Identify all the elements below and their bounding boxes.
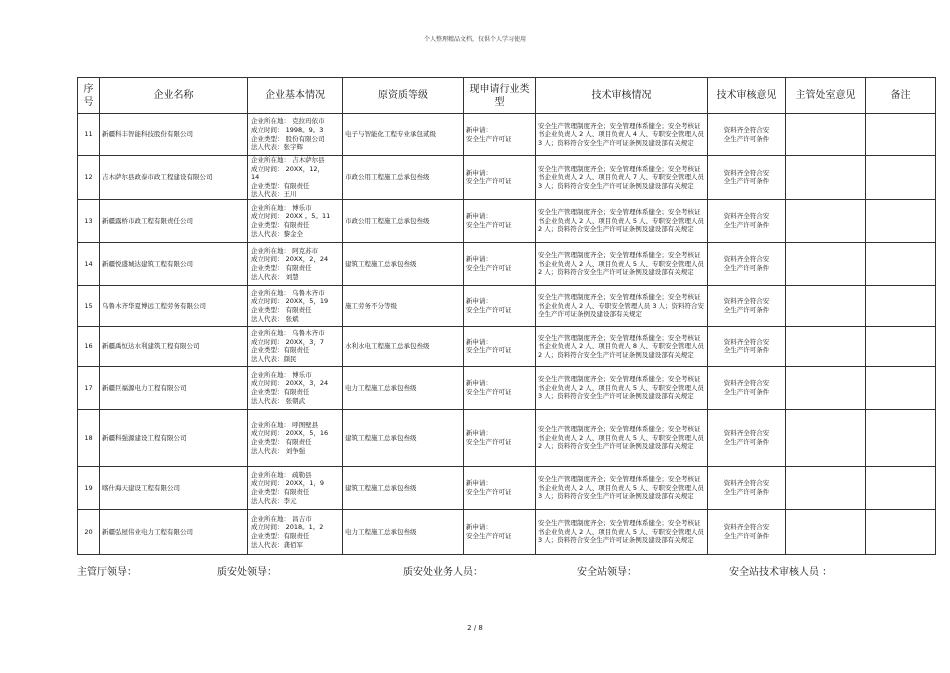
cell-tech-opinion: [708, 285, 786, 326]
cell-apply-type-line: 安全生产许可证: [466, 346, 512, 355]
signature-dept-leader: 主管厅领导：: [77, 567, 137, 578]
cell-basic-info-line: 法人代表：李元: [251, 496, 297, 505]
cell-basic-info-line: 企业类型： 有限责任: [251, 263, 312, 272]
cell-company-name: 新疆悦盛城达建筑工程有限公司: [100, 242, 248, 285]
cell-apply-type-line: 安全生产许可证: [466, 305, 512, 314]
cell-company-name: 新疆科强源建设工程有限公司: [100, 409, 248, 466]
cell-basic-info: [248, 509, 343, 554]
header-dept-opinion: 主管处室意见: [786, 78, 866, 114]
cell-original-qualification: 电力工程施工总承包叁级: [343, 509, 464, 554]
cell-tech-review: 安全生产管理制度齐全；安全管理体系健全；安全考核证书企业负责人 2 人、项目负责人 5 人、专职安全管理人员 2 人；资料符合安全生产许可证条例及建设部有关规定: [536, 199, 708, 242]
cell-basic-info-line: 成立时间： 20XX 。5。11: [251, 212, 331, 221]
cell-tech-opinion-line: 全生产许可条件: [723, 487, 770, 496]
cell-tech-review: 安全生产管理制度齐全；安全管理体系健全；安全考核证书企业负责人 2 人、项目负责人 4 人、专职安全管理人员 3 人；资料符合安全生产许可证条例及建设部有关规定: [536, 114, 708, 156]
header-company-name: 企业名称: [100, 78, 248, 114]
cell-basic-info-line: 成立时间： 20XX，3，7: [251, 337, 325, 346]
cell-tech-opinion-line: 全生产许可条件: [723, 387, 770, 396]
cell-apply-type-line: 新申请：: [466, 212, 492, 221]
cell-basic-info-line: 企业类型：有限责任: [251, 181, 310, 190]
cell-basic-info-line: 企业类型：有限责任: [251, 387, 310, 396]
cell-apply-type-line: 新申请：: [466, 337, 492, 346]
cell-basic-info-line: 成立时间： 20XX，5，16: [251, 429, 329, 438]
cell-apply-type: [464, 156, 536, 200]
cell-basic-info: [248, 242, 343, 285]
cell-basic-info-line: 14: [251, 173, 260, 182]
cell-company-name: 乌鲁木齐华夏博远工程劳务有限公司: [100, 285, 248, 326]
cell-original-qualification: 建筑工程施工总承包叁级: [343, 466, 464, 509]
cell-company-name: 新疆禹恒达水利建筑工程有限公司: [100, 326, 248, 366]
cell-seq: 20: [78, 509, 100, 554]
cell-tech-opinion-line: 全生产许可条件: [723, 346, 770, 355]
cell-basic-info-line: 企业所在地： 克拉玛依市: [251, 117, 325, 126]
cell-basic-info-line: 成立时间： 20XX，2，24: [251, 255, 329, 264]
cell-original-qualification: 建筑工程施工总承包叁级: [343, 242, 464, 285]
cell-tech-opinion-line: 资料齐全符合安: [723, 479, 770, 488]
cell-seq: 19: [78, 466, 100, 509]
cell-apply-type-line: 安全生产许可证: [466, 437, 512, 446]
cell-basic-info-line: 企业所在地： 博乐市: [251, 203, 312, 212]
cell-dept-opinion: [786, 285, 866, 326]
cell-basic-info: [248, 285, 343, 326]
cell-tech-opinion: [708, 199, 786, 242]
cell-tech-review: 安全生产管理制度齐全；安全管理体系健全；安全考核证书企业负责人 2 人、项目负责人 5 人、专职安全管理人员 3 人；资料符合安全生产许可证条例及建设部有关规定: [536, 366, 708, 409]
cell-original-qualification: 施工劳务不分等级: [343, 285, 464, 326]
cell-tech-opinion: [708, 409, 786, 466]
table-row: [78, 199, 936, 242]
cell-company-name: 新疆科丰智能科技股份有限公司: [100, 114, 248, 156]
cell-basic-info-line: 法人代表：张宇辉: [251, 143, 303, 152]
cell-basic-info-line: 企业所在地： 疏勒县: [251, 470, 312, 479]
signature-safety-staff: 质安处业务人员：: [403, 567, 483, 578]
cell-tech-opinion-line: 资料齐全符合安: [723, 125, 770, 134]
cell-basic-info: [248, 409, 343, 466]
cell-company-name: 新疆巨福源电力工程有限公司: [100, 366, 248, 409]
cell-remark: [866, 199, 936, 242]
cell-remark: [866, 326, 936, 366]
cell-apply-type: [464, 466, 536, 509]
cell-remark: [866, 156, 936, 200]
cell-basic-info: [248, 156, 343, 200]
cell-apply-type-line: 安全生产许可证: [466, 487, 512, 496]
cell-apply-type-line: 新申请：: [466, 255, 492, 264]
cell-tech-opinion-line: 资料齐全符合安: [723, 379, 770, 388]
cell-dept-opinion: [786, 466, 866, 509]
cell-apply-type: [464, 509, 536, 554]
cell-tech-opinion-line: 全生产许可条件: [723, 263, 770, 272]
cell-basic-info: [248, 199, 343, 242]
cell-apply-type-line: 安全生产许可证: [466, 177, 512, 186]
header-tech-review: 技术审核情况: [536, 78, 708, 114]
cell-apply-type-line: 安全生产许可证: [466, 387, 512, 396]
cell-basic-info-line: 企业类型： 有限责任: [251, 305, 312, 314]
cell-remark: [866, 285, 936, 326]
cell-seq: 17: [78, 366, 100, 409]
cell-basic-info-line: 企业所在地： 阿克苏市: [251, 246, 319, 255]
cell-remark: [866, 509, 936, 554]
cell-dept-opinion: [786, 199, 866, 242]
table-row: [78, 326, 936, 366]
header-remark: 备注: [866, 78, 936, 114]
cell-tech-opinion: [708, 509, 786, 554]
cell-basic-info-line: 法人代表：颜民: [251, 355, 297, 364]
header-basic-info: 企业基本情况: [248, 78, 343, 114]
cell-original-qualification: 水利水电工程施工总承包叁级: [343, 326, 464, 366]
cell-apply-type: [464, 409, 536, 466]
cell-apply-type-line: 新申请：: [466, 523, 492, 532]
signature-safety-leader: 质安处领导：: [217, 567, 277, 578]
cell-tech-opinion-line: 全生产许可条件: [723, 531, 770, 540]
cell-basic-info-line: 成立时间： 1998。9。3: [251, 125, 324, 134]
cell-seq: 12: [78, 156, 100, 200]
cell-basic-info-line: 企业类型： 股份有限公司: [251, 134, 325, 143]
cell-apply-type-line: 新申请：: [466, 168, 492, 177]
table-row: [78, 366, 936, 409]
cell-basic-info-line: 企业类型：有限责任: [251, 220, 310, 229]
header-original-qualification: 原资质等级: [343, 78, 464, 114]
cell-apply-type-line: 新申请：: [466, 479, 492, 488]
cell-apply-type: [464, 366, 536, 409]
cell-remark: [866, 366, 936, 409]
cell-tech-opinion-line: 全生产许可条件: [723, 437, 770, 446]
cell-basic-info-line: 企业所在地： 昌吉市: [251, 514, 312, 523]
cell-basic-info-line: 企业类型：有限责任: [251, 487, 310, 496]
cell-basic-info-line: 企业类型：有限责任: [251, 531, 310, 540]
cell-tech-opinion-line: 资料齐全符合安: [723, 337, 770, 346]
table-row: [78, 285, 936, 326]
cell-apply-type: [464, 199, 536, 242]
cell-basic-info-line: 企业所在地： 乌鲁木齐市: [251, 329, 325, 338]
cell-basic-info-line: 企业所在地： 吉木萨尔县: [251, 156, 325, 164]
cell-apply-type-line: 新申请：: [466, 125, 492, 134]
cell-remark: [866, 466, 936, 509]
table-row: [78, 156, 936, 200]
cell-tech-opinion: [708, 114, 786, 156]
cell-dept-opinion: [786, 242, 866, 285]
cell-basic-info-line: 法人代表：王川: [251, 190, 297, 199]
table-header-row: [78, 78, 936, 114]
signature-station-leader: 安全站领导：: [577, 567, 637, 578]
cell-seq: 16: [78, 326, 100, 366]
header-seq: 序号: [78, 78, 100, 114]
cell-seq: 11: [78, 114, 100, 156]
approval-table: [77, 77, 936, 555]
page-number: 2 / 8: [467, 624, 483, 632]
cell-basic-info-line: 成立时间： 20XX，1，9: [251, 479, 325, 488]
cell-apply-type-line: 安全生产许可证: [466, 134, 512, 143]
cell-dept-opinion: [786, 509, 866, 554]
cell-tech-review: 安全生产管理制度齐全；安全管理体系健全；安全考核证书企业负责人 2 人、项目负责人 5 人、专职安全管理人员 3 人；资料符合安全生产许可证条例及建设部有关规定: [536, 509, 708, 554]
cell-basic-info: [248, 114, 343, 156]
cell-tech-opinion-line: 全生产许可条件: [723, 220, 770, 229]
cell-basic-info-line: 企业所在地： 博乐市: [251, 370, 312, 379]
cell-seq: 18: [78, 409, 100, 466]
cell-tech-review: 安全生产管理制度齐全；安全管理体系健全；安全考核证书企业负责人 2 人、专职安全管理人员 3 人；资料符合安全生产许可证条例及建设部有关规定: [536, 285, 708, 326]
cell-basic-info-line: 法人代表： 张斌: [251, 314, 299, 323]
cell-remark: [866, 114, 936, 156]
cell-tech-opinion-line: 资料齐全符合安: [723, 429, 770, 438]
cell-original-qualification: 建筑工程施工总承包叁级: [343, 409, 464, 466]
cell-tech-opinion-line: 资料齐全符合安: [723, 168, 770, 177]
cell-original-qualification: 电子与智能化工程专业承包贰级: [343, 114, 464, 156]
cell-basic-info-line: 成立时间： 20XX，12，: [251, 164, 325, 173]
cell-tech-opinion-line: 资料齐全符合安: [723, 523, 770, 532]
cell-basic-info-line: 企业所在地： 呼图壁县: [251, 420, 319, 429]
cell-basic-info-line: 法人代表：黎金全: [251, 229, 303, 238]
cell-seq: 14: [78, 242, 100, 285]
cell-apply-type-line: 新申请：: [466, 429, 492, 438]
header-apply-type: 现申请行业类型: [464, 78, 536, 114]
cell-tech-opinion-line: 资料齐全符合安: [723, 297, 770, 306]
cell-apply-type-line: 新申请：: [466, 297, 492, 306]
cell-dept-opinion: [786, 326, 866, 366]
cell-company-name: 新疆弘屋伟业电力工程有限公司: [100, 509, 248, 554]
table-row: [78, 466, 936, 509]
cell-dept-opinion: [786, 156, 866, 200]
cell-apply-type: [464, 114, 536, 156]
cell-seq: 15: [78, 285, 100, 326]
cell-tech-opinion-line: 全生产许可条件: [723, 134, 770, 143]
cell-tech-opinion-line: 资料齐全符合安: [723, 255, 770, 264]
cell-original-qualification: 电力工程施工总承包叁级: [343, 366, 464, 409]
cell-basic-info-line: 企业类型：有限责任: [251, 346, 310, 355]
cell-basic-info-line: 成立时间： 20XX，3，24: [251, 379, 329, 388]
table-row: [78, 509, 936, 554]
cell-apply-type-line: 安全生产许可证: [466, 531, 512, 540]
cell-apply-type-line: 安全生产许可证: [466, 220, 512, 229]
cell-tech-opinion: [708, 156, 786, 200]
cell-remark: [866, 242, 936, 285]
cell-basic-info-line: 成立时间： 2018。1。2: [251, 523, 324, 532]
cell-basic-info-line: 企业所在地： 乌鲁木齐市: [251, 288, 325, 297]
cell-apply-type-line: 新申请：: [466, 379, 492, 388]
cell-apply-type: [464, 326, 536, 366]
cell-basic-info-line: 法人代表： 张朝武: [251, 396, 306, 405]
cell-tech-review: 安全生产管理制度齐全；安全管理体系健全；安全考核证书企业负责人 2 人、项目负责人 5 人、专职安全管理人员 2 人；资料符合安全生产许可证条例及建设部有关规定: [536, 242, 708, 285]
cell-dept-opinion: [786, 366, 866, 409]
cell-dept-opinion: [786, 114, 866, 156]
cell-original-qualification: 市政公用工程施工总承包叁级: [343, 156, 464, 200]
cell-tech-review: 安全生产管理制度齐全；安全管理体系健全；安全考核证书企业负责人 2 人、项目负责人 5 人、专职安全管理人员 2 人；资料符合安全生产许可证条例及建设部有关规定: [536, 409, 708, 466]
cell-tech-opinion-line: 资料齐全符合安: [723, 212, 770, 221]
table-row: [78, 114, 936, 156]
cell-basic-info-line: 法人代表：龚佰军: [251, 540, 303, 549]
cell-basic-info: [248, 326, 343, 366]
cell-basic-info-line: 法人代表： 刘慧: [251, 272, 299, 281]
cell-tech-opinion-line: 全生产许可条件: [723, 177, 770, 186]
cell-tech-opinion: [708, 466, 786, 509]
document-watermark: 个人整理精品文档，仅供个人学习使用: [423, 36, 526, 43]
signature-line: [77, 563, 935, 577]
cell-tech-opinion-line: 全生产许可条件: [723, 305, 770, 314]
cell-seq: 13: [78, 199, 100, 242]
cell-basic-info-line: 成立时间： 20XX，5，19: [251, 297, 329, 306]
cell-tech-opinion: [708, 242, 786, 285]
cell-apply-type: [464, 285, 536, 326]
cell-tech-opinion: [708, 366, 786, 409]
cell-tech-opinion: [708, 326, 786, 366]
cell-company-name: 吉木萨尔县政泰市政工程建设有限公司: [100, 156, 248, 200]
signature-station-reviewer: 安全站技术审核人员 ：: [729, 567, 833, 578]
table-row: [78, 242, 936, 285]
header-tech-opinion: 技术审核意见: [708, 78, 786, 114]
cell-original-qualification: 市政公用工程施工总承包叁级: [343, 199, 464, 242]
cell-apply-type: [464, 242, 536, 285]
cell-basic-info: [248, 466, 343, 509]
cell-tech-review: 安全生产管理制度齐全；安全管理体系健全；安全考核证书企业负责人 2 人、项目负责人 7 人、专职安全管理人员 3 人；资料符合安全生产许可证条例及建设部有关规定: [536, 156, 708, 200]
cell-basic-info-line: 法人代表： 刘争强: [251, 446, 306, 455]
cell-dept-opinion: [786, 409, 866, 466]
cell-apply-type-line: 安全生产许可证: [466, 263, 512, 272]
cell-company-name: 喀什海天建设工程有限公司: [100, 466, 248, 509]
cell-basic-info: [248, 366, 343, 409]
cell-company-name: 新疆露桥市政工程有限责任公司: [100, 199, 248, 242]
cell-basic-info-line: 企业类型： 有限责任: [251, 437, 312, 446]
table-row: [78, 409, 936, 466]
cell-tech-review: 安全生产管理制度齐全；安全管理体系健全；安全考核证书企业负责人 2 人、项目负责人 5 人、专职安全管理人员 3 人；资料符合安全生产许可证条例及建设部有关规定: [536, 466, 708, 509]
cell-remark: [866, 409, 936, 466]
cell-tech-review: 安全生产管理制度齐全；安全管理体系健全；安全考核证书企业负责人 2 人、项目负责人 8 人、专职安全管理人员 2 人；资料符合安全生产许可证条例及建设部有关规定: [536, 326, 708, 366]
